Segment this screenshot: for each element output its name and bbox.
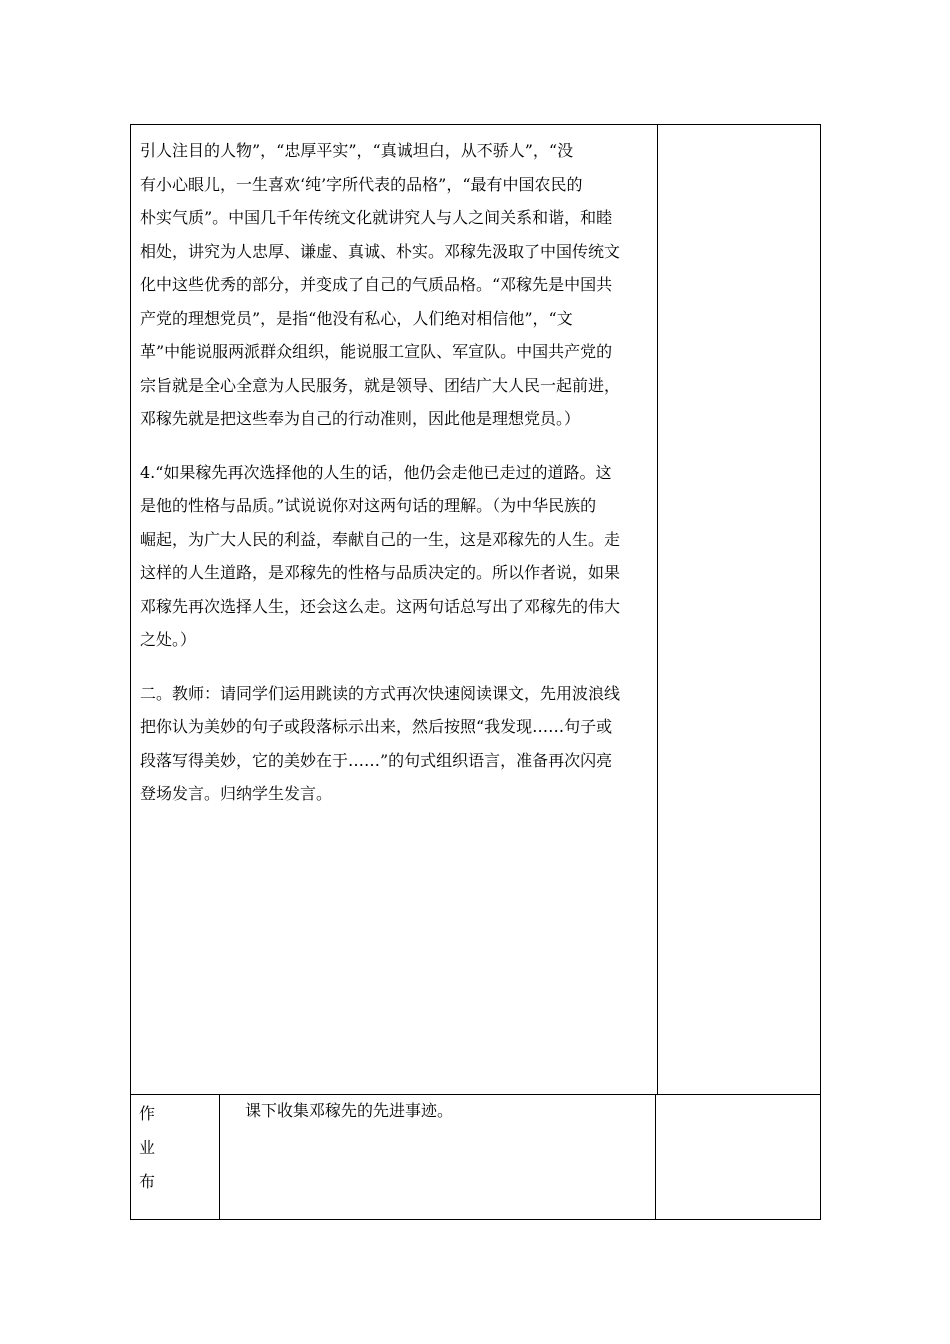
text-line: 段落写得美妙，它的美妙在于……”的句式组织语言，准备再次闪亮 (140, 750, 613, 770)
homework-label-char: 作 (139, 1104, 156, 1123)
table-right-border (820, 124, 821, 1220)
homework-text: 课下收集邓稼先的先进事迹。 (245, 1101, 454, 1120)
text-line: 二。教师：请同学们运用跳读的方式再次快速阅读课文，先用波浪线 (140, 683, 621, 703)
question-4-paragraph (140, 456, 652, 657)
table-bottom-border (130, 1219, 821, 1220)
text-line: 邓稼先就是把这些奉为自己的行动准则，因此他是理想党员。） (140, 409, 581, 428)
text-line: 登场发言。归纳学生发言。 (140, 784, 333, 803)
text-line: 宗旨就是全心全意为人民服务，就是领导、团结广大人民一起前进， (140, 375, 621, 395)
text-line: 4.“如果稼先再次选择他的人生的话，他仍会走他已走过的道路。这 (140, 462, 612, 482)
text-line: 革”中能说服两派群众组织，能说服工宣队、军宣队。中国共产党的 (140, 342, 613, 361)
section-2-paragraph (140, 677, 652, 811)
text-line: 引人注目的人物”，“忠厚平实”，“真诚坦白，从不骄人”，“没 (140, 141, 574, 160)
homework-label-char: 业 (139, 1138, 156, 1157)
text-line: 相处，讲究为人忠厚、谦虚、真诚、朴实。邓稼先汲取了中国传统文 (140, 241, 621, 261)
text-line: 这样的人生道路，是邓稼先的性格与品质决定的。所以作者说，如果 (140, 563, 621, 582)
text-line: 有小心眼儿，一生喜欢‘纯’字所代表的品格”，“最有中国农民的 (140, 174, 583, 194)
column-divider-lower (655, 1094, 656, 1220)
table-left-border (130, 124, 131, 1220)
homework-label-char: 布 (139, 1172, 156, 1191)
text-line: 把你认为美妙的句子或段落标示出来，然后按照“我发现……句子或 (140, 717, 613, 736)
lesson-content-cell (140, 134, 652, 811)
text-line: 朴实气质”。中国几千年传统文化就讲究人与人之间关系和谐，和睦 (140, 208, 613, 227)
text-line: 邓稼先再次选择人生，还会这么走。这两句话总写出了邓稼先的伟大 (140, 596, 621, 616)
homework-label-divider (219, 1094, 220, 1220)
text-line: 化中这些优秀的部分，并变成了自己的气质品格。“邓稼先是中国共 (140, 275, 613, 294)
text-line: 之处。） (140, 630, 197, 649)
homework-label (139, 1097, 169, 1199)
table-top-border (130, 124, 821, 125)
text-line: 产党的理想党员”，是指“他没有私心，人们绝对相信他”，“文 (140, 308, 573, 328)
text-line: 崛起，为广大人民的利益，奉献自己的一生，这是邓稼先的人生。走 (140, 529, 621, 549)
text-line: 是他的性格与品质。”试说说你对这两句话的理解。（为中华民族的 (140, 496, 597, 515)
column-divider-upper (657, 124, 658, 1095)
answer-paragraph-3 (140, 134, 652, 436)
table-middle-border (130, 1094, 821, 1095)
